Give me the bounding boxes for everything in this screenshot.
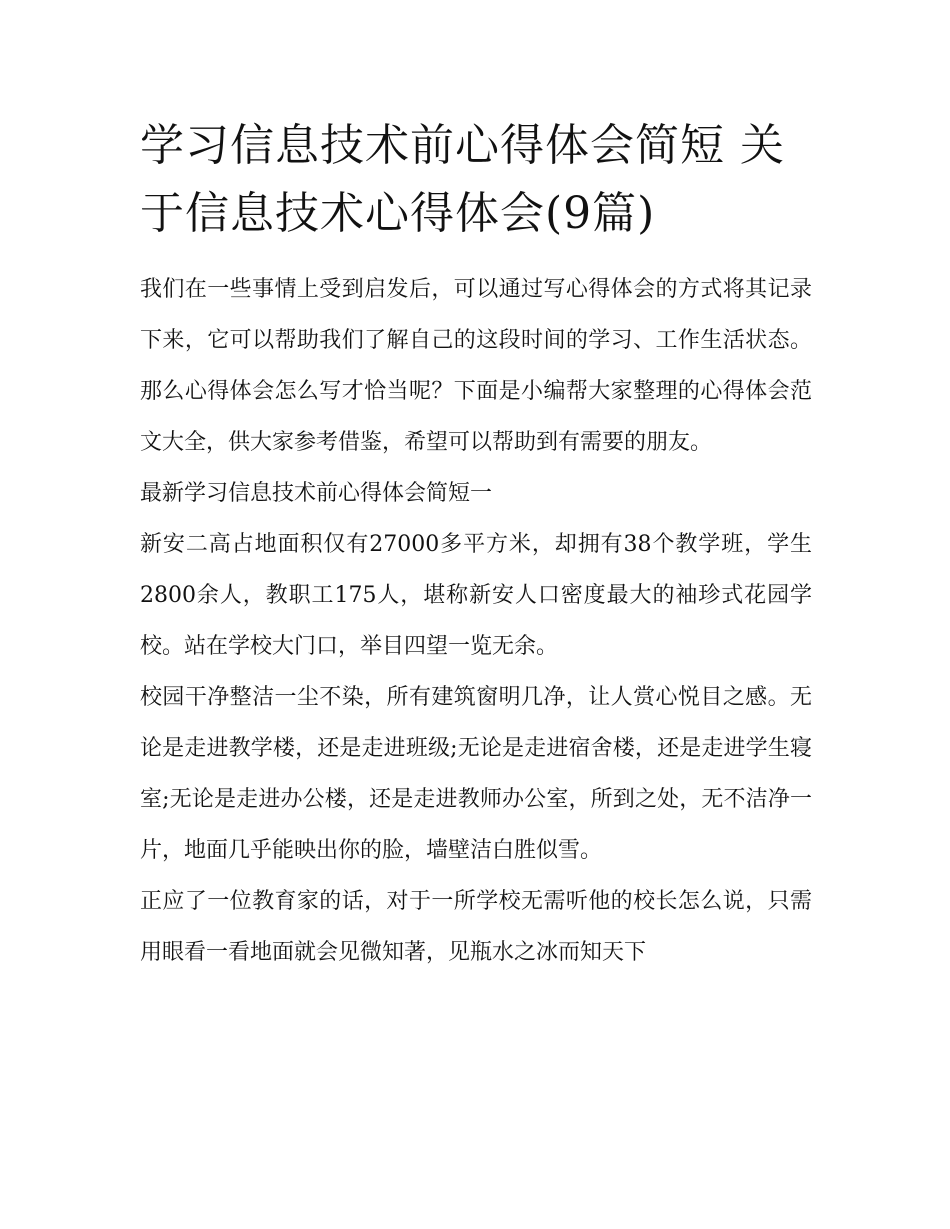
body-paragraph: 正应了一位教育家的话，对于一所学校无需听他的校长怎么说，只需用眼看一看地面就会见微知著，见瓶水之冰而知天下 [140, 889, 812, 965]
body-paragraph: 新安二高占地面积仅有27000多平方米，却拥有38个教学班，学生2800余人，教职工175人，堪称新安人口密度最大的袖珍式花园学校。站在学校大门口，举目四望一览无余。 [140, 532, 812, 659]
document-title: 学习信息技术前心得体会简短 关于信息技术心得体会(9篇) [140, 120, 785, 239]
body-paragraph: 校园干净整洁一尘不染，所有建筑窗明几净，让人赏心悦目之感。无论是走进教学楼，还是走进班级;无论是走进宿舍楼，还是走进学生寝室;无论是走进办公楼，还是走进教师办公室，所到之处，无不洁净一片，地面几乎能映出你的脸，墙壁洁白胜似雪。 [140, 685, 812, 863]
section-heading: 最新学习信息技术前心得体会简短一 [140, 481, 493, 506]
document-page [140, 112, 812, 978]
intro-paragraph: 我们在一些事情上受到启发后，可以通过写心得体会的方式将其记录下来，它可以帮助我们了解自己的这段时间的学习、工作生活状态。那么心得体会怎么写才恰当呢？下面是小编帮大家整理的心得体会范文大全，供大家参考借鉴，希望可以帮助到有需要的朋友。 [140, 277, 812, 455]
